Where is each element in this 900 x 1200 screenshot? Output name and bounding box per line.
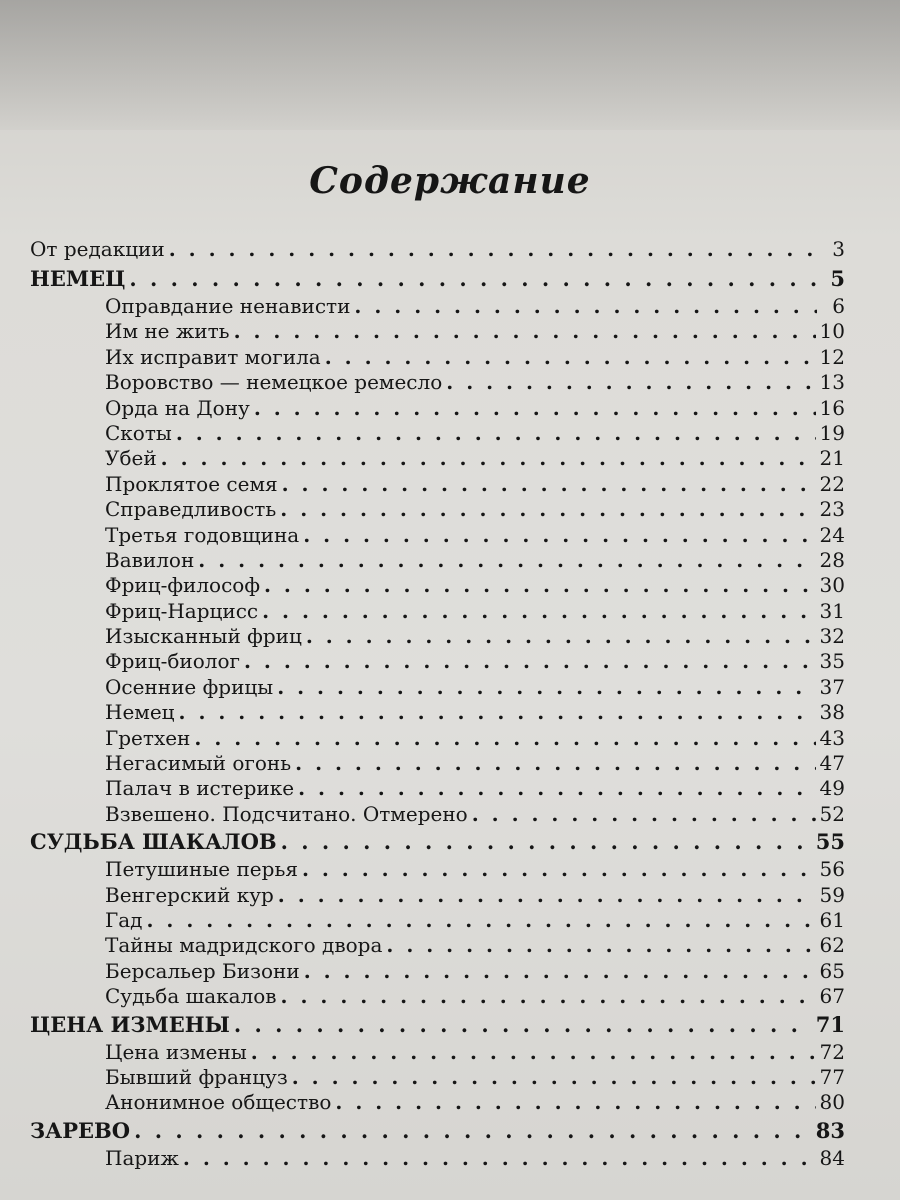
toc-entry-title: Тайны мадридского двора bbox=[105, 933, 383, 958]
toc-page-number: 10 bbox=[819, 319, 845, 344]
toc-entry-row bbox=[30, 649, 845, 674]
toc-page-number: 21 bbox=[819, 446, 845, 471]
toc-page-number: 71 bbox=[815, 1011, 845, 1037]
toc-entry-title: Петушиные перья bbox=[105, 857, 298, 882]
toc-page-number: 61 bbox=[819, 907, 845, 932]
toc-entry-title: Фриц-биолог bbox=[105, 649, 240, 674]
dot-leader bbox=[176, 421, 816, 446]
toc-entry-title: Фриц-Нарцисс bbox=[105, 598, 259, 623]
toc-entry-title: Гад bbox=[105, 907, 143, 932]
toc-entry-title: Гретхен bbox=[105, 725, 191, 750]
toc-page-number: 12 bbox=[819, 344, 845, 369]
dot-leader bbox=[281, 984, 816, 1009]
toc-entry-row bbox=[30, 497, 845, 522]
dot-leader bbox=[302, 857, 816, 882]
toc-page-number: 62 bbox=[819, 933, 845, 958]
toc-entry-row bbox=[30, 294, 845, 319]
toc-page-number: 19 bbox=[819, 420, 845, 445]
toc-entry-title: От редакции bbox=[30, 237, 165, 261]
toc-entry-title: Анонимное общество bbox=[105, 1090, 332, 1115]
dot-leader bbox=[446, 370, 815, 395]
dot-leader bbox=[306, 624, 816, 649]
toc-entry-title: Взвешено. Подсчитано. Отмерено bbox=[105, 801, 468, 826]
dot-leader bbox=[472, 802, 816, 827]
toc-entry-row bbox=[30, 523, 845, 548]
toc-entry-title: Берсальер Бизони bbox=[105, 958, 300, 983]
toc-entry-row bbox=[30, 802, 845, 827]
toc-page-number: 65 bbox=[819, 958, 845, 983]
toc-entry-row bbox=[30, 319, 845, 344]
dot-leader bbox=[304, 959, 816, 984]
toc-entry-title: Убей bbox=[105, 446, 157, 471]
toc-page-number: 31 bbox=[819, 598, 845, 623]
toc-entry-title: Изысканный фриц bbox=[105, 624, 302, 649]
toc-entry-row bbox=[30, 573, 845, 598]
toc-entry-title: Цена измены bbox=[105, 1039, 247, 1064]
toc-entry-title: Негасимый огонь bbox=[105, 751, 292, 776]
toc-section-row bbox=[30, 827, 845, 857]
toc-page-number: 55 bbox=[815, 829, 845, 855]
dot-leader bbox=[325, 345, 816, 370]
toc-entry-row bbox=[30, 933, 845, 958]
dot-leader bbox=[280, 497, 815, 522]
toc-entry-title: Бывший француз bbox=[105, 1064, 288, 1089]
dot-leader bbox=[278, 883, 816, 908]
toc-page-number: 3 bbox=[832, 237, 845, 261]
dot-leader bbox=[194, 726, 815, 751]
toc-page-number: 67 bbox=[819, 984, 845, 1009]
dot-leader bbox=[183, 1146, 816, 1171]
toc-page-number: 13 bbox=[819, 370, 845, 395]
toc-entry-row bbox=[30, 446, 845, 471]
toc-entry-title: Фриц-философ bbox=[105, 573, 260, 598]
toc-entry-title: Орда на Дону bbox=[105, 395, 250, 420]
toc-entry-row bbox=[30, 1040, 845, 1065]
toc-entry-row bbox=[30, 1090, 845, 1115]
toc-entry-row bbox=[30, 700, 845, 725]
toc-entry-title: Их исправит могила bbox=[105, 344, 321, 369]
toc-entry-row bbox=[30, 857, 845, 882]
toc-entry-title: НЕМЕЦ bbox=[30, 266, 126, 291]
toc-page-number: 32 bbox=[819, 624, 845, 649]
toc-entry-title: Осенние фрицы bbox=[105, 674, 274, 699]
toc-page-number: 30 bbox=[819, 573, 845, 598]
toc-page-number: 5 bbox=[830, 266, 845, 291]
toc-page-number: 52 bbox=[819, 801, 845, 826]
toc-entry-row bbox=[30, 751, 845, 776]
toc-entry-row bbox=[30, 776, 845, 801]
toc-entry-row bbox=[30, 959, 845, 984]
toc-entry-title: ЗАРЕВО bbox=[30, 1117, 131, 1143]
dot-leader bbox=[262, 599, 815, 624]
dot-leader bbox=[169, 234, 817, 264]
toc-page-number: 47 bbox=[819, 751, 845, 776]
toc-entry-row bbox=[30, 345, 845, 370]
toc-entry-title: Им не жить bbox=[105, 319, 230, 344]
toc-entry-row bbox=[30, 599, 845, 624]
toc-entry-title: Немец bbox=[105, 700, 175, 725]
toc-entry-title: Вавилон bbox=[105, 547, 195, 572]
dot-leader bbox=[254, 396, 816, 421]
toc-entry-row bbox=[30, 726, 845, 751]
toc-page-number: 56 bbox=[819, 857, 845, 882]
toc-entry-title: Палач в истерике bbox=[105, 776, 295, 801]
toc-section-row bbox=[30, 264, 845, 294]
toc-page-number: 24 bbox=[819, 522, 845, 547]
dot-leader bbox=[282, 472, 816, 497]
toc-page-number: 6 bbox=[832, 294, 845, 318]
toc-entry-row bbox=[30, 396, 845, 421]
toc-page-number: 38 bbox=[819, 700, 845, 725]
dot-leader bbox=[234, 1010, 812, 1040]
table-of-contents bbox=[30, 234, 845, 1171]
dot-leader bbox=[354, 294, 817, 319]
toc-entry-row bbox=[30, 1146, 845, 1171]
toc-page-number: 16 bbox=[819, 395, 845, 420]
toc-page-number: 35 bbox=[819, 649, 845, 674]
toc-page-number: 49 bbox=[819, 776, 845, 801]
toc-entry-row bbox=[30, 472, 845, 497]
dot-leader bbox=[134, 1116, 812, 1146]
toc-page-number: 72 bbox=[819, 1039, 845, 1064]
toc-page-number: 84 bbox=[819, 1145, 845, 1170]
toc-page-number: 28 bbox=[819, 547, 845, 572]
toc-intro-row bbox=[30, 234, 845, 264]
dot-leader bbox=[129, 264, 817, 294]
toc-entry-title: Скоты bbox=[105, 420, 172, 445]
toc-page-number: 77 bbox=[819, 1064, 845, 1089]
bleed-through-text-area bbox=[0, 0, 900, 130]
dot-leader bbox=[303, 523, 815, 548]
dot-leader bbox=[179, 700, 816, 725]
toc-section-row bbox=[30, 1116, 845, 1146]
toc-entry-row bbox=[30, 908, 845, 933]
dot-leader bbox=[244, 649, 816, 674]
toc-entry-row bbox=[30, 370, 845, 395]
toc-entry-title: Оправдание ненависти bbox=[105, 294, 351, 318]
toc-entry-row bbox=[30, 421, 845, 446]
toc-entry-title: Справедливость bbox=[105, 497, 277, 522]
toc-entry-title: ЦЕНА ИЗМЕНЫ bbox=[30, 1011, 230, 1037]
toc-entry-title: Проклятое семя bbox=[105, 471, 278, 496]
toc-entry-title: Воровство — немецкое ремесло bbox=[105, 370, 443, 395]
toc-entry-title: Париж bbox=[105, 1145, 179, 1170]
dot-leader bbox=[292, 1065, 816, 1090]
dot-leader bbox=[161, 446, 816, 471]
toc-section-row bbox=[30, 1010, 845, 1040]
toc-entry-title: СУДЬБА ШАКАЛОВ bbox=[30, 829, 277, 855]
toc-page-number: 59 bbox=[819, 882, 845, 907]
dot-leader bbox=[234, 319, 816, 344]
toc-entry-title: Третья годовщина bbox=[105, 522, 300, 547]
dot-leader bbox=[264, 573, 816, 598]
toc-entry-row bbox=[30, 624, 845, 649]
toc-page-number: 22 bbox=[819, 471, 845, 496]
page-title: Содержание bbox=[309, 160, 591, 202]
toc-entry-title: Венгерский кур bbox=[105, 882, 274, 907]
toc-page-number: 23 bbox=[819, 497, 845, 522]
toc-entry-row bbox=[30, 1065, 845, 1090]
toc-page-number: 37 bbox=[819, 674, 845, 699]
dot-leader bbox=[146, 908, 815, 933]
dot-leader bbox=[386, 933, 815, 958]
toc-entry-row bbox=[30, 984, 845, 1009]
dot-leader bbox=[298, 776, 815, 801]
dot-leader bbox=[277, 675, 815, 700]
toc-entry-row bbox=[30, 883, 845, 908]
dot-leader bbox=[198, 548, 815, 573]
toc-entry-row bbox=[30, 548, 845, 573]
dot-leader bbox=[335, 1090, 815, 1115]
toc-entry-row bbox=[30, 675, 845, 700]
toc-entry-title: Судьба шакалов bbox=[105, 984, 277, 1009]
dot-leader bbox=[251, 1040, 816, 1065]
dot-leader bbox=[295, 751, 815, 776]
toc-page-number: 83 bbox=[815, 1117, 845, 1143]
toc-page-number: 43 bbox=[819, 725, 845, 750]
dot-leader bbox=[281, 827, 812, 857]
toc-page-number: 80 bbox=[819, 1090, 845, 1115]
